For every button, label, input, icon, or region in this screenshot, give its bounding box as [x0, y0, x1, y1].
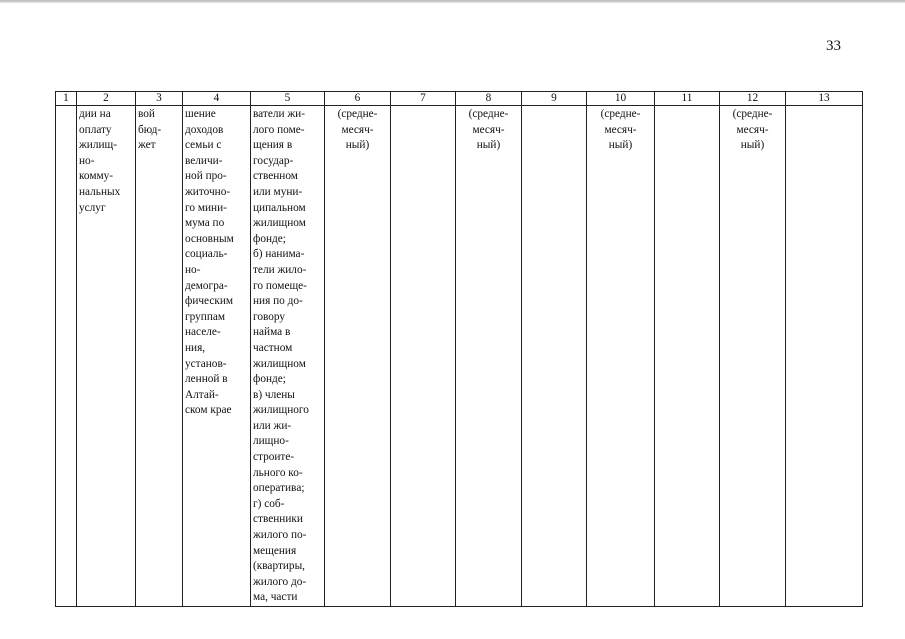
column-number: 10	[587, 92, 655, 106]
cell-text-line: государ-	[253, 154, 294, 167]
cell-text-line: фонде;	[253, 232, 286, 245]
cell-text-line: жилищном	[253, 357, 306, 370]
cell-text-line: (средне-	[600, 108, 641, 120]
cell-text-line: семьи с	[185, 139, 222, 152]
cell-text-line: ватели жи-	[253, 108, 305, 120]
cell-text-line: строите-	[253, 451, 295, 464]
cell-text-line: житочно-	[185, 185, 231, 198]
cell-text-line: лого поме-	[253, 123, 305, 136]
column-number: 13	[786, 92, 863, 106]
cell-text-line: ском крае	[185, 404, 232, 417]
column-number: 8	[456, 92, 522, 106]
cell-text-line: ципальном	[253, 201, 306, 214]
table-cell	[655, 106, 720, 607]
cell-text-line: группам	[185, 310, 226, 323]
cell-text-line: ния по до-	[253, 295, 303, 308]
table-cell	[720, 106, 786, 607]
cell-text-line: бюд-	[138, 123, 162, 136]
table-cell	[77, 106, 136, 607]
column-number: 9	[522, 92, 587, 106]
cell-text-line: нальных	[79, 185, 121, 198]
table-cell	[325, 106, 391, 607]
cell-text-line: г) соб-	[253, 497, 285, 510]
cell-text-line: месяч-	[736, 123, 769, 136]
cell-text-line: или муни-	[253, 185, 303, 198]
benefits-table	[55, 91, 863, 607]
cell-text-line: в) члены	[253, 388, 295, 401]
column-number-row	[56, 92, 863, 106]
cell-text-line: демогра-	[185, 279, 228, 292]
cell-text-line: ния,	[185, 341, 206, 354]
column-number: 4	[183, 92, 251, 106]
column-number: 7	[391, 92, 456, 106]
cell-text-line: щения в	[253, 139, 293, 152]
cell-text-line: основным	[185, 232, 234, 245]
column-number: 1	[56, 92, 77, 106]
cell-text-line: оплату	[79, 123, 112, 136]
cell-text-line: фическим	[185, 295, 234, 308]
column-number: 12	[720, 92, 786, 106]
page-number: 33	[826, 38, 841, 54]
table-cell	[456, 106, 522, 607]
cell-text-line: льного ко-	[253, 466, 303, 479]
table-cell	[391, 106, 456, 607]
table-cell	[251, 106, 325, 607]
table-cell	[56, 106, 77, 607]
cell-text-line: населе-	[185, 326, 221, 339]
scan-top-edge	[0, 0, 905, 3]
cell-text-line: вой	[138, 108, 155, 120]
cell-text-line: фонде;	[253, 373, 286, 386]
column-number: 6	[325, 92, 391, 106]
cell-text-line: доходов	[185, 123, 224, 136]
cell-text-line: (квартиры,	[253, 560, 305, 573]
cell-text-line: месяч-	[472, 123, 505, 136]
table-cell	[786, 106, 863, 607]
table-cell	[587, 106, 655, 607]
cell-text-line: оперативa;	[253, 482, 305, 495]
cell-text-line: дии на	[79, 108, 111, 120]
cell-text-line: установ-	[185, 357, 227, 370]
cell-text-line: Алтай-	[185, 388, 219, 401]
column-number: 2	[77, 92, 136, 106]
cell-text-line: мума по	[185, 217, 225, 230]
cell-text-line: месяч-	[604, 123, 637, 136]
cell-text-line: но-	[185, 263, 201, 276]
cell-text-line: ма, части	[253, 591, 298, 604]
cell-text-line: услуг	[79, 201, 106, 214]
cell-text-line: жилищного	[253, 404, 309, 417]
cell-text-line: ственном	[253, 170, 298, 183]
cell-text-line: го помеще-	[253, 279, 307, 292]
table-cell	[522, 106, 587, 607]
cell-text-line: б) нанима-	[253, 248, 305, 261]
cell-text-line: ный)	[476, 139, 501, 152]
cell-text-line: жилого по-	[253, 529, 307, 542]
cell-text-line: жилищном	[253, 217, 306, 230]
cell-text-line: величи-	[185, 154, 223, 167]
cell-text-line: частном	[253, 341, 293, 354]
cell-text-line: ный)	[740, 139, 765, 152]
cell-text-line: жилого до-	[253, 575, 307, 588]
table-cell	[183, 106, 251, 607]
cell-text-line: го мини-	[185, 201, 227, 214]
cell-text-line: комму-	[79, 170, 114, 183]
cell-text-line: мещения	[253, 544, 297, 557]
cell-text-line: жилищ-	[79, 139, 117, 152]
cell-text-line: жет	[138, 139, 156, 152]
table-cell	[136, 106, 183, 607]
cell-text-line: лищно-	[253, 435, 289, 448]
cell-text-line: но-	[79, 154, 95, 167]
cell-text-line: ной про-	[185, 170, 227, 183]
column-number: 3	[136, 92, 183, 106]
cell-text-line: (средне-	[468, 108, 509, 120]
cell-text-line: месяч-	[341, 123, 374, 136]
cell-text-line: тели жило-	[253, 263, 307, 276]
cell-text-line: или жи-	[253, 419, 292, 432]
cell-text-line: ленной в	[185, 373, 228, 386]
cell-text-line: социаль-	[185, 248, 228, 261]
cell-text-line: ный)	[608, 139, 633, 152]
cell-text-line: шение	[185, 108, 216, 120]
cell-text-line: ный)	[345, 139, 370, 152]
table-row	[56, 106, 863, 607]
cell-text-line: (средне-	[732, 108, 773, 120]
cell-text-line: найма в	[253, 326, 291, 339]
cell-text-line: (средне-	[337, 108, 378, 120]
cell-text-line: ственники	[253, 513, 303, 526]
column-number: 5	[251, 92, 325, 106]
cell-text-line: говору	[253, 310, 286, 323]
column-number: 11	[655, 92, 720, 106]
